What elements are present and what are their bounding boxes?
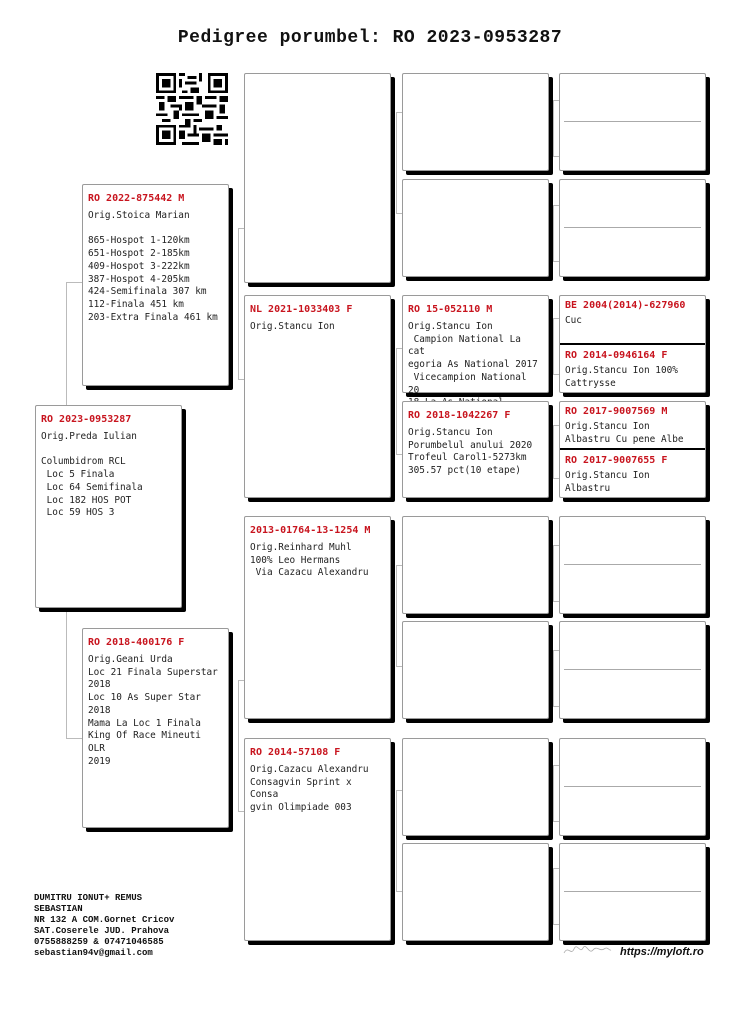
pigeon-details: Orig.Stoica Marian 865-Hospot 1-120km 651-Hospot 2-185km 409-Hospot 3-222km 387-Hospot 4-205km 424-Semifinala 307 km 112-Finala 451 km 203-Extra Finala 461 km xyxy=(88,210,218,323)
divider xyxy=(564,891,701,892)
owner-address: NR 132 A COM.Gornet Cricov xyxy=(34,915,175,925)
ring-number: RO 2023-0953287 xyxy=(41,414,132,425)
pigeon-card-empty-pair[interactable] xyxy=(559,73,706,171)
ring-number: RO 2014-57108 F xyxy=(250,747,341,758)
pigeon-card-empty-pair[interactable] xyxy=(559,516,706,614)
pigeon-card-gen5-a[interactable] xyxy=(559,295,706,393)
website-link[interactable]: https://myloft.ro xyxy=(620,946,704,958)
ring-number: RO 2014-0946164 F xyxy=(565,350,668,361)
ring-number: RO 2017-9007569 M xyxy=(565,406,668,417)
pigeon-details: Orig.Preda Iulian Columbidrom RCL Loc 5 Finala Loc 64 Semifinala Loc 182 HOS POT Loc 59 HOS 3 xyxy=(41,431,143,519)
pigeon-details: Orig.Cazacu Alexandru Consagvin Sprint x Consa gvin Olimpiade 003 xyxy=(250,764,369,814)
divider xyxy=(564,564,701,565)
ring-number: RO 2017-9007655 F xyxy=(565,455,668,466)
pigeon-card-dam-dam[interactable] xyxy=(244,738,391,941)
pigeon-card-empty[interactable] xyxy=(402,621,549,719)
pigeon-card-subject[interactable] xyxy=(35,405,182,608)
pigeon-card-empty-pair[interactable] xyxy=(559,179,706,277)
pigeon-card-empty[interactable] xyxy=(402,516,549,614)
pigeon-card-gen5-b[interactable] xyxy=(559,401,706,498)
pigeon-card-empty-pair[interactable] xyxy=(559,843,706,941)
divider xyxy=(564,786,701,787)
divider xyxy=(564,669,701,670)
ring-number: NL 2021-1033403 F xyxy=(250,304,353,315)
divider xyxy=(560,343,705,345)
owner-name-cont: SEBASTIAN xyxy=(34,904,83,914)
pigeon-card-sire[interactable] xyxy=(82,184,229,386)
pigeon-details: Orig.Stancu Ion Campion National La cat egoria As National 2017 Vicecampion National 20 xyxy=(408,321,538,396)
ring-number: RO 2022-875442 M xyxy=(88,193,185,204)
pigeon-card-sire-dam[interactable] xyxy=(244,295,391,498)
ring-number: BE 2004(2014)-627960 xyxy=(565,300,686,311)
qr-code xyxy=(156,73,228,145)
pigeon-card-dam[interactable] xyxy=(82,628,229,828)
divider xyxy=(564,227,701,228)
owner-phone: 0755888259 & 07471046585 xyxy=(34,937,164,947)
pigeon-details: Orig.Stancu Ion 100% Cattrysse xyxy=(565,365,678,389)
pigeon-details: Orig.Stancu Ion Albastru xyxy=(565,470,650,494)
pigeon-card-empty[interactable] xyxy=(402,738,549,836)
pigeon-details: Orig.Stancu Ion Porumbelul anului 2020 Trofeul Carol1-5273km 305.57 pct(10 etape) xyxy=(408,427,533,477)
ring-number: RO 2018-400176 F xyxy=(88,637,185,648)
pigeon-details: Orig.Geani Urda Loc 21 Finala Superstar 2018 Loc 10 As Super Star 2018 Mama La Loc 1 Finala King Of Race Mineuti OLR 2019 xyxy=(88,654,218,767)
ring-number: RO 2018-1042267 F xyxy=(408,410,511,421)
divider xyxy=(564,121,701,122)
owner-address-cont: SAT.Coserele JUD. Prahova xyxy=(34,926,170,936)
owner-name: DUMITRU IONUT+ REMUS xyxy=(34,893,143,903)
pigeon-card-empty[interactable] xyxy=(402,843,549,941)
signature-logo xyxy=(562,942,612,958)
owner-info xyxy=(34,893,174,959)
page-title: Pedigree porumbel: RO 2023-0953287 xyxy=(177,28,563,48)
pigeon-card-gen4-sd-sire[interactable] xyxy=(402,295,549,396)
pigeon-card-empty-pair[interactable] xyxy=(559,738,706,836)
pigeon-details: Cuc xyxy=(565,315,582,326)
pigeon-card-empty[interactable] xyxy=(402,73,549,171)
pigeon-details: Orig.Stancu Ion xyxy=(250,321,335,332)
pigeon-card-gen4-sd-dam[interactable] xyxy=(402,401,549,498)
divider xyxy=(560,448,705,450)
owner-email: sebastian94v@gmail.com xyxy=(34,948,153,958)
pigeon-card-empty[interactable] xyxy=(402,179,549,277)
ring-number: 2013-01764-13-1254 M xyxy=(250,525,371,536)
pigeon-card-sire-sire[interactable] xyxy=(244,73,391,283)
pigeon-details: Orig.Reinhard Muhl 100% Leo Hermans Via Cazacu Alexandru xyxy=(250,542,369,579)
pigeon-card-dam-sire[interactable] xyxy=(244,516,391,719)
pigeon-details: Orig.Stancu Ion Albastru Cu pene Albe xyxy=(565,421,684,445)
pigeon-card-empty-pair[interactable] xyxy=(559,621,706,719)
ring-number: RO 15-052110 M xyxy=(408,304,493,315)
